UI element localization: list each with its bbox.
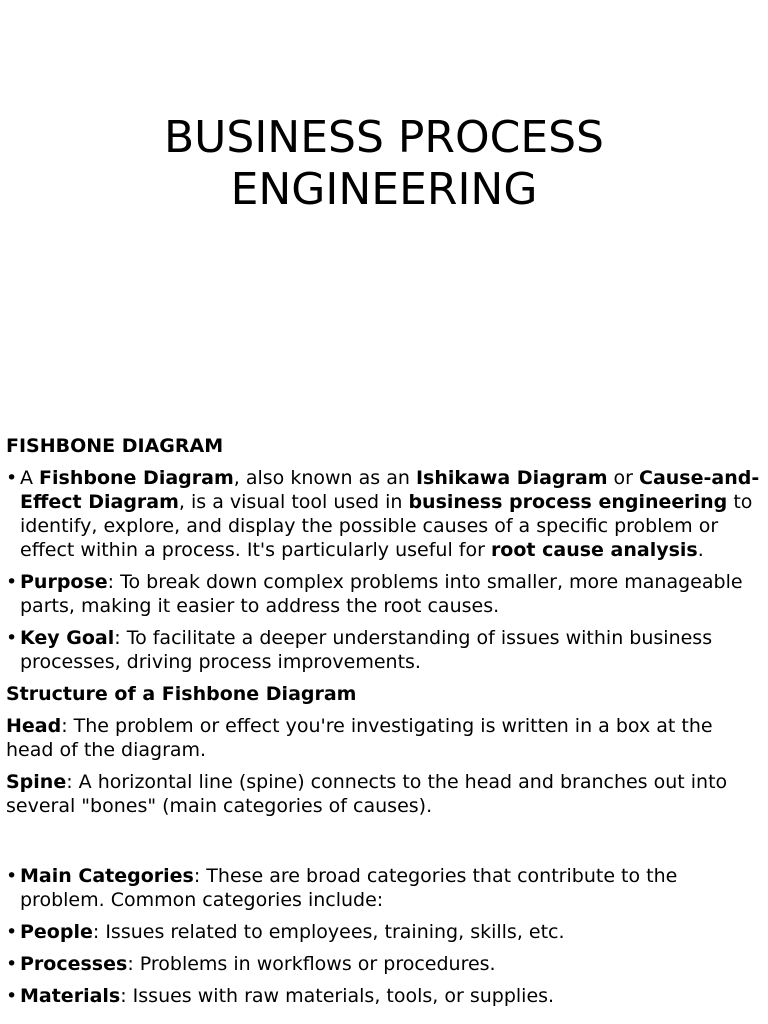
bullet-dot: • xyxy=(6,921,18,943)
spacer xyxy=(6,826,766,864)
key-goal-text: : To facilitate a deeper understanding of issues within business processes, driving process improvements. xyxy=(20,627,713,673)
section-heading-fishbone: FISHBONE DIAGRAM xyxy=(6,435,224,457)
intro-bold-ishikawa: Ishikawa Diagram xyxy=(415,467,608,489)
bullet-main-categories xyxy=(6,864,766,912)
intro-bold-fishbone: Fishbone Diagram xyxy=(39,467,234,489)
spine-text: : A horizontal line (spine) connects to the head and branches out into several "bones" (main categories of causes). xyxy=(6,771,728,817)
key-goal-label: Key Goal xyxy=(20,627,115,649)
bullet-purpose xyxy=(6,570,766,618)
intro-bold-cause-effect: Cause-and-Effect Diagram xyxy=(20,467,760,513)
title-line-1: BUSINESS PROCESS xyxy=(164,112,604,163)
intro-text-4: , is a visual tool used in xyxy=(178,491,409,513)
page-title xyxy=(0,112,768,216)
head-text: : The problem or effect you're investigating is written in a box at the head of the diagram. xyxy=(6,715,713,761)
bullet-dot: • xyxy=(6,985,18,1007)
paragraph-head xyxy=(6,714,766,762)
purpose-text: : To break down complex problems into smaller, more manageable parts, making it easier to address the root causes. xyxy=(20,571,743,617)
bullet-dot: • xyxy=(6,865,18,887)
intro-bold-bpe: business process engineering xyxy=(408,491,728,513)
title-line-2: ENGINEERING xyxy=(230,164,538,215)
main-categories-text: : These are broad categories that contribute to the problem. Common categories include: xyxy=(20,865,678,911)
bullet-dot: • xyxy=(6,953,18,975)
paragraph-spine xyxy=(6,770,766,818)
materials-text: : Issues with raw materials, tools, or supplies. xyxy=(120,985,555,1007)
people-label: People xyxy=(20,921,93,943)
bullet-dot: • xyxy=(6,467,18,489)
main-categories-label: Main Categories xyxy=(20,865,194,887)
bullet-intro xyxy=(6,466,766,562)
intro-bold-rca: root cause analysis xyxy=(490,539,698,561)
bullet-processes xyxy=(6,952,766,976)
processes-label: Processes xyxy=(20,953,128,975)
bullet-dot: • xyxy=(6,627,18,649)
document-body xyxy=(6,434,766,1016)
intro-text-1: A xyxy=(20,467,40,489)
bullet-key-goal xyxy=(6,626,766,674)
bullet-dot: • xyxy=(6,571,18,593)
bullet-people xyxy=(6,920,766,944)
intro-text-3: or xyxy=(607,467,640,489)
bullet-materials xyxy=(6,984,766,1008)
purpose-label: Purpose xyxy=(20,571,108,593)
intro-text-2: , also known as an xyxy=(233,467,416,489)
head-label: Head xyxy=(6,715,62,737)
section-heading-structure: Structure of a Fishbone Diagram xyxy=(6,683,357,705)
spine-label: Spine xyxy=(6,771,67,793)
people-text: : Issues related to employees, training, skills, etc. xyxy=(92,921,565,943)
intro-text-5: to identify, explore, and display the possible causes of a specific problem or effect within a process. It's particularly useful for xyxy=(20,491,753,561)
processes-text: : Problems in workflows or procedures. xyxy=(127,953,496,975)
materials-label: Materials xyxy=(20,985,121,1007)
intro-text-6: . xyxy=(697,539,704,561)
